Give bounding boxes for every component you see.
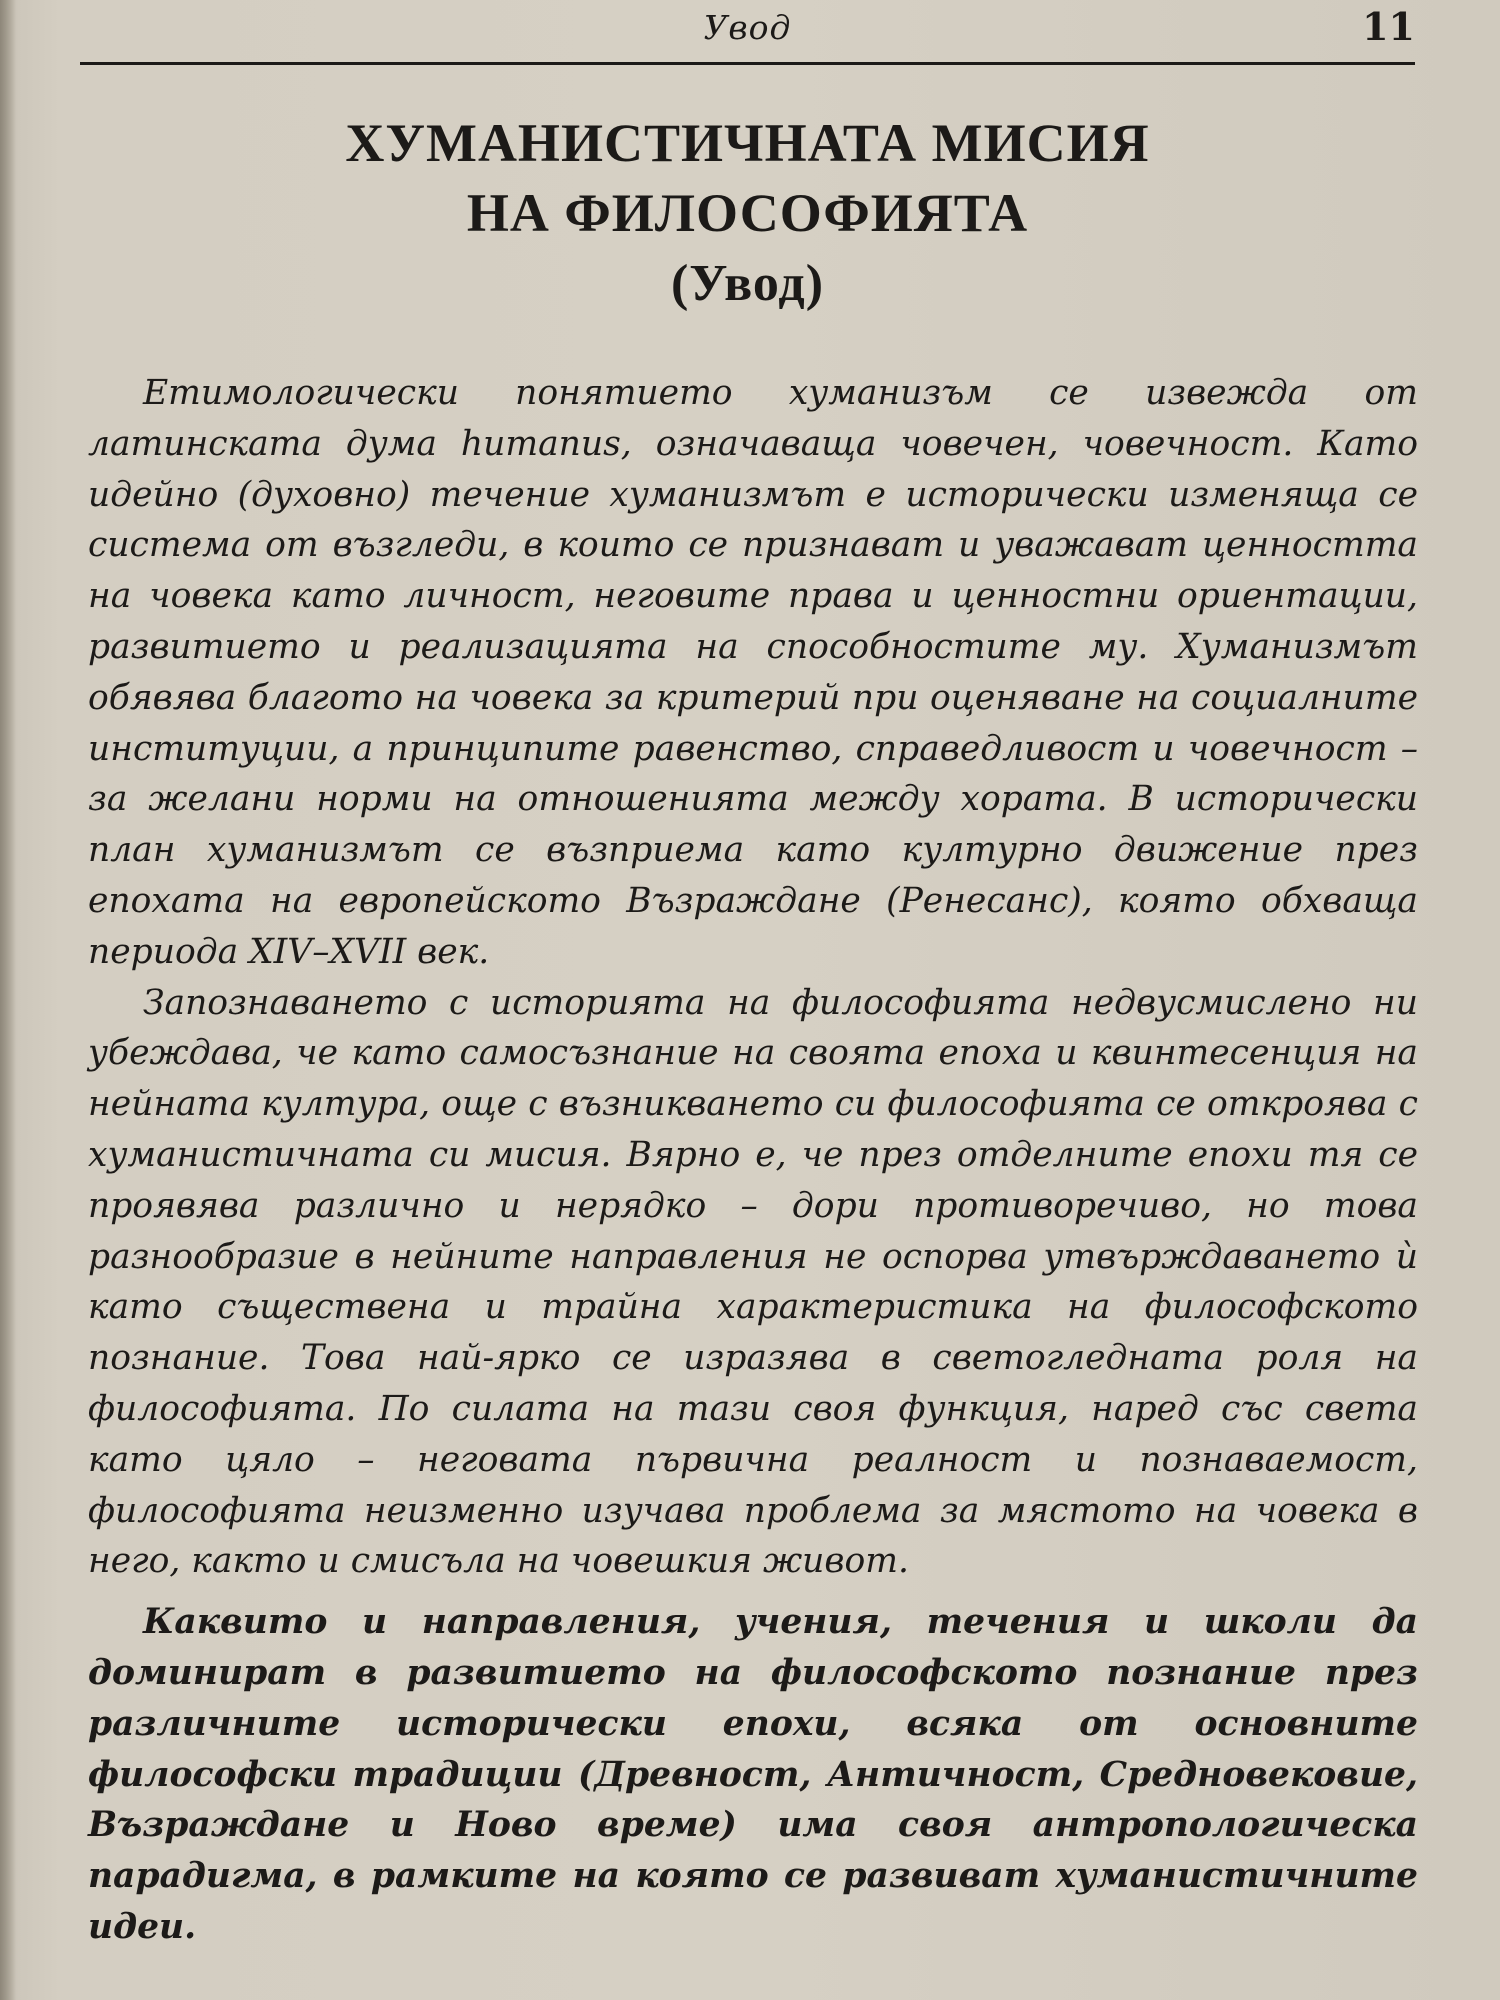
body-text: [88, 368, 1418, 1953]
chapter-title: [80, 108, 1415, 320]
header-rule: [80, 62, 1415, 65]
paragraph-3-emphasis: Каквито и направления, учения, течения и школи да доминират в развитието на философското познание през различните исторически епохи, всяка от основните философски традиции (Древност, Античност, Средновековие, Възраждане и Ново време) има своя антропологическа парадигма, в рамките на която се развиват хуманистичните идеи.: [88, 1602, 1418, 1947]
running-header: [80, 0, 1415, 60]
chapter-title-line-2: НА ФИЛОСОФИЯТА: [466, 183, 1029, 243]
spine-shadow: [0, 0, 16, 2000]
paragraph-2: Запознаването с историята на философията недвусмислено ни убеждава, че като самосъзнание на своята епоха и квинтесенция на нейната култура, още с възникването си философията се откроява с хуманистичната си мисия. Вярно е, че през отделните епохи тя се проявява различно и нерядко – дори противоречиво, но това разнообразие в нейните направления не оспорва утвърждаването ѝ като съществена и трайна характеристика на философското познание. Това най-ярко се изразява в светогледната роля на философията. По силата на тази своя функция, наред със света като цяло – неговата първична реалност и познаваемост, философията неизменно изучава проблема за мястото на човека в него, както и смисъла на човешкия живот.: [88, 982, 1418, 1582]
chapter-title-line-1: ХУМАНИСТИЧНАТА МИСИЯ: [345, 113, 1150, 173]
page-number: 11: [1362, 4, 1415, 49]
running-title: Увод: [703, 8, 792, 47]
chapter-subtitle: (Увод): [670, 255, 825, 312]
paragraph-1: Етимологически понятието хуманизъм се извежда от латинската дума humanus, означаваща човечен, човечност. Като идейно (духовно) течение хуманизмът е исторически изменяща се система от възгледи, в които се признават и уважават ценността на човека като личност, неговите права и ценностни ориентации, развитието и реализацията на способностите му. Хуманизмът обявява благото на човека за критерий при оценяване на социалните институции, а принципите равенство, справедливост и човечност – за желани норми на отношенията между хората. В исторически план хуманизмът се възприема като културно движение през епохата на европейското Възраждане (Ренесанс), която обхваща периода XIV–XVII век.: [88, 373, 1418, 972]
